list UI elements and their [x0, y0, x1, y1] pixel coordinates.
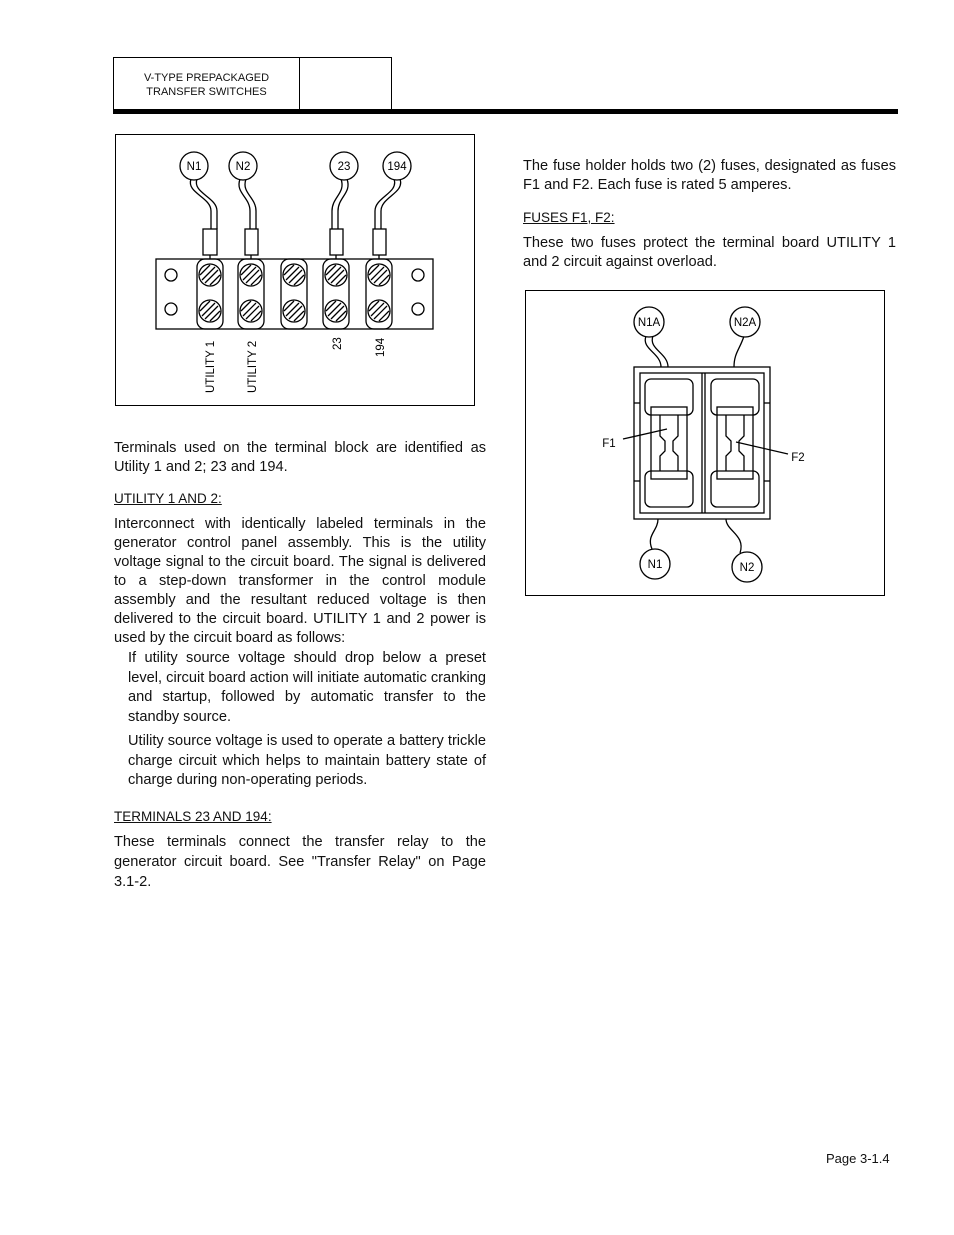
fuses-paragraph: These two fuses protect the terminal board UTILITY 1 and 2 circuit against overload.: [523, 235, 896, 270]
utility-paragraph: Interconnect with identically labeled terminals in the generator control panel assembly. This is the utility voltage signal to the circuit board. The signal is delivered to a step-down transformer in the control module assembly and the resultant reduced voltage is then delivered to the circuit board. UTILITY 1 and 2 power is used by the circuit board as follows:: [114, 516, 486, 646]
header-rule: [113, 109, 898, 114]
wire-label-n2: N2: [235, 161, 251, 173]
fuse-wire-label-n2a: N2A: [733, 317, 757, 329]
fuse-holder-diagram: [526, 291, 883, 594]
terminal-label-utility-2: UTILITY 2: [247, 340, 259, 393]
bullet-utility-drop: If utility source voltage should drop below a preset level, circuit board action will initiate automatic cranking and startup, followed by automatic transfer to the standby source.: [128, 650, 486, 725]
page-number: Page 3-1.4: [826, 1151, 890, 1166]
fuse-label-f1: F1: [602, 438, 616, 450]
fuse-wire-label-n1: N1: [647, 559, 663, 571]
intro-paragraph: Terminals used on the terminal block are identified as Utility 1 and 2; 23 and 194.: [114, 440, 486, 475]
terminal-label-194: 194: [375, 337, 387, 357]
terminal-block-diagram: [116, 135, 473, 404]
wire-label-n1: N1: [186, 161, 202, 173]
wire-label-23: 23: [337, 161, 351, 173]
bullet-trickle-charge: Utility source voltage is used to operate a battery trickle charge circuit which helps to maintain battery state of charge during non-operating periods.: [128, 733, 486, 788]
heading-utility: UTILITY 1 AND 2:: [114, 491, 222, 506]
header-title: [114, 71, 299, 99]
terminals-paragraph: These terminals connect the transfer relay to the generator circuit board. See "Transfer Relay" on Page 3.1-2.: [114, 834, 486, 890]
fuse-wire-label-n2: N2: [739, 562, 755, 574]
fuse-holder-figure: [525, 290, 885, 596]
fuse-holder-paragraph: The fuse holder holds two (2) fuses, designated as fuses F1 and F2. Each fuse is rated 5 amperes.: [523, 158, 896, 193]
terminal-label-utility-1: UTILITY 1: [205, 340, 217, 393]
heading-terminals: TERMINALS 23 AND 194:: [114, 809, 272, 824]
header-divider: [299, 58, 300, 111]
header-box: [113, 57, 392, 110]
terminal-label-23: 23: [332, 337, 344, 350]
wire-label-194: 194: [387, 161, 407, 173]
terminal-block-figure: [115, 134, 475, 406]
header-title-line2: TRANSFER SWITCHES: [146, 86, 267, 98]
fuse-wire-label-n1a: N1A: [637, 317, 661, 329]
heading-fuses: FUSES F1, F2:: [523, 210, 615, 225]
fuse-label-f2: F2: [791, 452, 805, 464]
header-title-line1: V-TYPE PREPACKAGED: [143, 72, 270, 84]
